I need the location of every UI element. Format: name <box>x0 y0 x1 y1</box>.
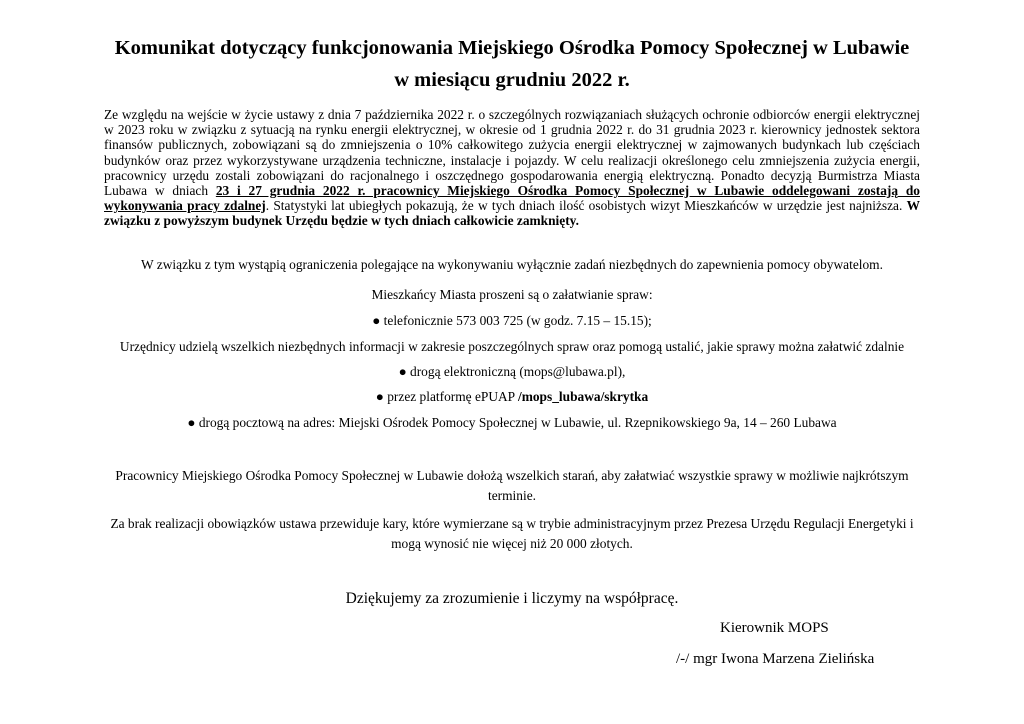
residents-request-line: Mieszkańcy Miasta proszeni są o załatwianie spraw: <box>371 287 653 302</box>
signature-name: /-/ mgr Iwona Marzena Zielińska <box>676 651 875 667</box>
paragraph-remote-work-dates: 23 i 27 grudnia 2022 r. pracownicy Miejskiego Ośrodka Pomocy Społecznej w Lubawie oddelegowani zostają do wykonywania pracy zdalnej <box>104 183 920 214</box>
thanks-line: Dziękujemy za zrozumienie i liczymy na współpracę. <box>345 590 679 607</box>
penalties-paragraph: Za brak realizacji obowiązków ustawa przewiduje kary, które wymierzane są w trybie administracyjnym przez Prezesa Urzędu Regulacji Energetyki i mogą wynosić nie więcej niż 20 000 złotych. <box>110 516 914 551</box>
phone-contact-line: ● telefonicznie 573 003 725 (w godz. 7.15 – 15.15); <box>372 313 652 328</box>
restrictions-line: W związku z tym wystąpią ograniczenia polegające na wykonywaniu wyłącznie zadań niezbędnych do zapewnienia pomocy obywatelom. <box>141 257 883 272</box>
title-line-2: w miesiącu grudniu 2022 r. <box>394 69 630 91</box>
email-contact-line: ● drogą elektroniczną (mops@lubawa.pl), <box>398 364 626 379</box>
postal-contact-line: ● drogą pocztową na adres: Miejski Ośrodek Pomocy Społecznej w Lubawie, ul. Rzepnikowskiego 9a, 14 – 260 Lubawa <box>187 415 837 430</box>
staff-effort-paragraph: Pracownicy Miejskiego Ośrodka Pomocy Społecznej w Lubawie dołożą wszelkich starań, aby załatwiać wszystkie sprawy w możliwie najkrótszym terminie. <box>115 468 909 503</box>
paragraph-text-b: . Statystyki lat ubiegłych pokazują, że w tych dniach ilość osobistych wizyt Mieszkańców w urzędzie jest najniższa. <box>265 198 907 214</box>
paragraph-closure-notice: W związku z powyższym budynek Urzędu będzie w tych dniach całkowicie zamknięty. <box>104 198 920 229</box>
main-paragraph <box>104 107 920 229</box>
epuap-address: /mops_lubawa/skrytka <box>517 389 649 404</box>
paragraph-text-a: Ze względu na wejście w życie ustawy z dnia 7 października 2022 r. o szczególnych rozwiązaniach służących ochronie odbiorców energii elektrycznej w 2023 roku w związku z sytuacją na rynku energii elektrycznej, w okresie od 1 grudnia 2022 r. do 31 grudnia 2023 r. kierownicy jednostek sektora finansów publicznych, zobowiązani są do zmniejszenia o 10% całkowitego zużycia energii elektrycznej w zajmowanych budynkach lub częściach budynków oraz przez wykorzystywane urządzenia techniczne, instalacje i pojazdy. W celu realizacji określonego celu zmniejszenia zużycia energii, pracownicy urzędu zostali zobowiązani do racjonalnego i oszczędnego gospodarowania energią elektryczną. Ponadto decyzją Burmistrza Miasta Lubawa w dniach <box>104 107 920 199</box>
epuap-contact-line <box>40 389 984 405</box>
epuap-prefix: ● przez platformę ePUAP <box>375 389 518 404</box>
title-line-1: Komunikat dotyczący funkcjonowania Miejskiego Ośrodka Pomocy Społecznej w Lubawie <box>114 37 910 59</box>
signature-role: Kierownik MOPS <box>720 620 829 636</box>
officials-info-line: Urzędnicy udzielą wszelkich niezbędnych informacji w zakresie poszczególnych spraw oraz pomogą ustalić, jakie sprawy można załatwić zdalnie <box>119 339 905 354</box>
